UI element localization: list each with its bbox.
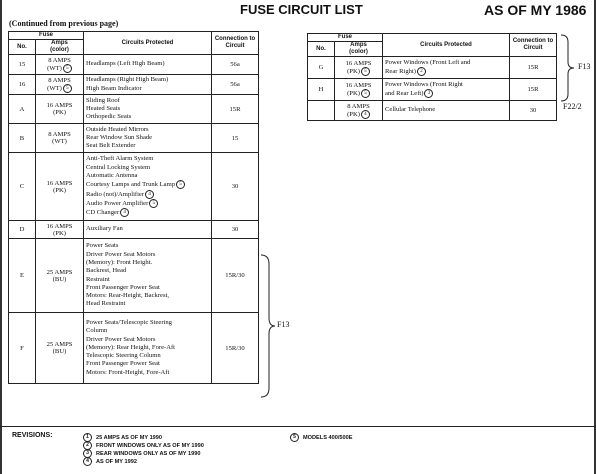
circuit-line — [86, 199, 209, 208]
circuit-text: Automatic Antenna — [86, 172, 138, 180]
connection-circuit: 30 — [212, 221, 259, 239]
amps-color: (BU) — [52, 348, 67, 355]
table-row — [9, 75, 259, 95]
amps-color: (WT) — [52, 138, 67, 145]
circuit-text: Headlamps (Right High Beam) — [86, 76, 169, 84]
circuit-line — [86, 113, 209, 121]
revision-mark-icon: 1 — [83, 433, 92, 442]
amps-value: 25 AMPS — [46, 268, 73, 276]
circuit-line — [86, 142, 209, 150]
amps-header-line1: Amps — [350, 42, 367, 48]
fuse-amps — [36, 153, 84, 221]
revision-text: AS OF MY 1992 — [96, 458, 137, 465]
no-header: No. — [308, 42, 335, 57]
fuse-no: 16 — [9, 75, 36, 95]
circuit-text: Column — [86, 327, 108, 335]
fuse-no — [308, 101, 335, 121]
circuits-protected — [84, 239, 212, 313]
amps-header-line1: Amps — [51, 40, 68, 46]
revisions-label: REVISIONS: — [12, 432, 53, 439]
amps-color: (BU) — [52, 275, 67, 283]
circuit-line — [86, 259, 209, 267]
revision-mark-icon: 4 — [361, 110, 370, 119]
circuit-line — [86, 251, 209, 259]
circuit-line — [86, 208, 209, 217]
circuit-line — [86, 76, 209, 84]
circuits-protected — [84, 55, 212, 75]
fuse-amps — [36, 75, 84, 95]
fuse-no: E — [9, 239, 36, 313]
circuit-text: Power Windows (Front Left and — [385, 58, 471, 66]
amps-value: 16 AMPS — [345, 59, 372, 67]
fuse-amps — [335, 101, 383, 121]
table-row — [308, 101, 557, 121]
circuit-line — [86, 180, 209, 189]
connection-header-line1: Connection to — [512, 38, 554, 44]
amps-color: (PK) — [347, 67, 360, 75]
brace-right-gh — [560, 34, 576, 102]
fuse-amps — [36, 221, 84, 239]
fuse-no: 15 — [9, 55, 36, 75]
circuit-text: Anti-Theft Alarm System — [86, 155, 154, 163]
page-title: FUSE CIRCUIT LIST — [240, 2, 363, 17]
revision-text: MODELS 400/500E — [303, 434, 353, 441]
amps-value: 16 AMPS — [345, 81, 372, 89]
circuit-line — [86, 292, 209, 300]
fuse-group-header: Fuse — [308, 34, 383, 42]
circuits-protected — [383, 101, 510, 121]
revision-text: FRONT WINDOWS ONLY AS OF MY 1990 — [96, 442, 204, 449]
circuit-text: Driver Power Seat Motors — [86, 250, 156, 258]
circuit-line — [86, 352, 209, 360]
fuse-group-header: Fuse — [9, 32, 84, 40]
connection-circuit: 56a — [212, 55, 259, 75]
circuit-line — [385, 81, 507, 89]
revision-mark-icon: 4 — [120, 208, 129, 217]
circuit-text: Motors: Front-Height, Fore-Aft — [86, 368, 170, 376]
amps-value: 8 AMPS — [48, 76, 71, 84]
amps-color: (PK) — [347, 89, 360, 97]
circuit-line — [86, 155, 209, 163]
revision-mark-icon: 5 — [63, 64, 72, 73]
table-row — [9, 95, 259, 124]
amps-value: 16 AMPS — [46, 179, 73, 187]
connection-header-line1: Connection to — [214, 36, 256, 42]
circuit-line — [86, 225, 209, 233]
circuit-text: Auxiliary Fan — [86, 225, 123, 233]
circuit-text: Radio (not)/Amplifier — [86, 190, 145, 198]
amps-color: (PK) — [347, 110, 360, 118]
circuit-line — [385, 106, 507, 114]
connection-circuit: 15R/30 — [212, 313, 259, 384]
circuit-line — [86, 97, 209, 105]
circuit-text: Rear Window Sun Shade — [86, 133, 153, 141]
revisions-divider — [0, 426, 596, 427]
amps-header-line2: (color) — [50, 47, 69, 53]
revision-mark-icon: 4 — [83, 457, 92, 466]
fuse-amps — [335, 57, 383, 79]
circuit-line — [86, 267, 209, 275]
circuit-line — [86, 60, 209, 68]
amps-value: 16 AMPS — [46, 102, 73, 109]
circuit-text: (Memory): Rear Height, Fore-Aft — [86, 343, 175, 351]
amps-header-line2: (color) — [349, 49, 368, 55]
circuit-text: Outside Heated Mirrors — [86, 125, 149, 133]
model-year: AS OF MY 1986 — [484, 2, 587, 18]
circuit-text: Power Seats/Telescopic Steering — [86, 318, 172, 326]
fuse-amps — [36, 124, 84, 153]
circuit-line — [86, 336, 209, 344]
amps-value: 8 AMPS — [48, 131, 71, 138]
circuits-header: Circuits Protected — [383, 34, 510, 57]
circuit-line — [385, 67, 507, 76]
circuit-line — [86, 85, 209, 93]
table-row — [9, 313, 259, 384]
ref-f13-left: F13 — [277, 320, 290, 329]
revision-mark-icon: 5 — [361, 89, 370, 98]
connection-circuit: 15R/30 — [212, 239, 259, 313]
amps-value: 8 AMPS — [347, 102, 370, 110]
circuit-text: and Rear Left) — [385, 90, 424, 97]
connection-circuit: 15 — [212, 124, 259, 153]
fuse-table-left — [8, 31, 259, 384]
circuits-protected — [383, 79, 510, 101]
circuits-protected — [383, 57, 510, 79]
circuit-line — [86, 284, 209, 292]
circuit-text: Cellular Telephone — [385, 106, 436, 114]
revision-mark-icon: 5 — [361, 67, 370, 76]
circuit-text: CD Changer — [86, 209, 120, 217]
circuit-text: Motors: Rear-Height, Backrest, — [86, 292, 170, 300]
fuse-amps — [36, 55, 84, 75]
connection-circuit: 15R — [212, 95, 259, 124]
fuse-amps — [36, 95, 84, 124]
connection-circuit: 30 — [212, 153, 259, 221]
revision-mark-icon: 5 — [63, 84, 72, 93]
revision-text: 25 AMPS AS OF MY 1990 — [96, 434, 163, 441]
fuse-table-right — [307, 33, 557, 121]
circuits-protected — [84, 221, 212, 239]
revision-mark-icon: 3 — [424, 89, 433, 98]
fuse-no: C — [9, 153, 36, 221]
circuit-line — [86, 344, 209, 352]
circuit-line — [86, 327, 209, 335]
circuit-text: Rear Right) — [385, 68, 416, 75]
circuit-line — [86, 134, 209, 142]
fuse-amps — [36, 239, 84, 313]
circuit-text: Seat Belt Extender — [86, 142, 136, 150]
circuit-text: (Memory): Front Height. — [86, 258, 153, 266]
circuit-text: Driver Power Seat Motors — [86, 335, 156, 343]
scan-edge-left — [0, 0, 2, 474]
circuits-protected — [84, 124, 212, 153]
table-row — [9, 221, 259, 239]
circuit-text: Restraint — [86, 275, 110, 283]
circuit-line — [385, 89, 507, 98]
circuit-text: Heated Seats — [86, 104, 121, 112]
ref-f22-right: F22/2 — [563, 102, 582, 111]
table-row — [9, 55, 259, 75]
fuse-no: F — [9, 313, 36, 384]
circuits-protected — [84, 75, 212, 95]
fuse-no: A — [9, 95, 36, 124]
fuse-no: G — [308, 57, 335, 79]
revision-mark-icon: 5 — [149, 199, 158, 208]
circuit-line — [86, 300, 209, 308]
revision-mark-icon: 4 — [145, 190, 154, 199]
amps-color: (WT) — [47, 64, 62, 72]
connection-circuit: 56a — [212, 75, 259, 95]
connection-header — [510, 34, 557, 57]
circuit-text: Sliding Roof — [86, 96, 120, 104]
amps-value: 16 AMPS — [46, 222, 73, 230]
circuit-text: Audio Power Amplifier — [86, 199, 149, 207]
circuit-line — [86, 126, 209, 134]
circuit-line — [86, 242, 209, 250]
circuit-text: Orthopedic Seats — [86, 113, 132, 121]
fuse-no: H — [308, 79, 335, 101]
continued-note: (Continued from previous page) — [9, 19, 119, 28]
revision-mark-icon: 5 — [290, 433, 299, 442]
table-row — [9, 153, 259, 221]
table-row — [308, 57, 557, 79]
connection-circuit: 15R — [510, 79, 557, 101]
circuit-text: Telescopic Steering Column — [86, 352, 161, 360]
circuit-text: Front Passenger Power Seat — [86, 283, 160, 291]
circuit-text: Headlamps (Left High Beam) — [86, 60, 165, 68]
circuit-line — [86, 319, 209, 327]
revision-mark-icon: 2 — [417, 67, 426, 76]
amps-value: 25 AMPS — [46, 341, 73, 348]
amps-header — [335, 42, 383, 57]
circuit-text: Power Windows (Front Right — [385, 80, 463, 88]
revision-mark-icon: 3 — [83, 449, 92, 458]
circuit-text: High Beam Indicator — [86, 84, 142, 92]
amps-color: (PK) — [53, 186, 66, 194]
circuits-protected — [84, 313, 212, 384]
circuit-text: Head Restraint — [86, 300, 126, 308]
amps-color: (WT) — [47, 84, 62, 92]
connection-header-line2: Circuit — [225, 43, 245, 49]
fuse-amps — [36, 313, 84, 384]
revision-text: REAR WINDOWS ONLY AS OF MY 1990 — [96, 450, 201, 457]
circuits-header: Circuits Protected — [84, 32, 212, 55]
revision-item — [82, 457, 137, 466]
fuse-no: D — [9, 221, 36, 239]
circuit-line — [86, 360, 209, 368]
circuit-text: Backrest, Head — [86, 267, 127, 275]
brace-left-ef — [260, 254, 276, 398]
connection-circuit: 30 — [510, 101, 557, 121]
circuit-line — [86, 172, 209, 180]
circuit-text: Central Locking System — [86, 163, 151, 171]
revision-mark-icon: 5 — [176, 180, 185, 189]
table-row — [9, 239, 259, 313]
no-header: No. — [9, 40, 36, 55]
circuit-line — [86, 190, 209, 199]
ref-f13-right: F13 — [578, 62, 591, 71]
connection-circuit: 15R — [510, 57, 557, 79]
amps-value: 8 AMPS — [48, 56, 71, 64]
circuit-line — [86, 105, 209, 113]
circuit-line — [86, 369, 209, 377]
circuit-text: Front Passenger Power Seat — [86, 360, 160, 368]
circuits-protected — [84, 95, 212, 124]
revision-item — [289, 433, 352, 442]
table-row — [9, 124, 259, 153]
fuse-no: B — [9, 124, 36, 153]
revision-mark-icon: 2 — [83, 441, 92, 450]
amps-header — [36, 40, 84, 55]
table-row — [308, 79, 557, 101]
circuit-line — [385, 59, 507, 67]
circuits-protected — [84, 153, 212, 221]
connection-header-line2: Circuit — [523, 45, 543, 51]
circuit-text: Courtesy Lamps and Trunk Lamp — [86, 181, 176, 189]
fuse-amps — [335, 79, 383, 101]
amps-color: (PK) — [53, 229, 66, 237]
connection-header — [212, 32, 259, 55]
circuit-line — [86, 276, 209, 284]
circuit-line — [86, 164, 209, 172]
circuit-text: Power Seats — [86, 242, 119, 250]
amps-color: (PK) — [53, 109, 66, 116]
